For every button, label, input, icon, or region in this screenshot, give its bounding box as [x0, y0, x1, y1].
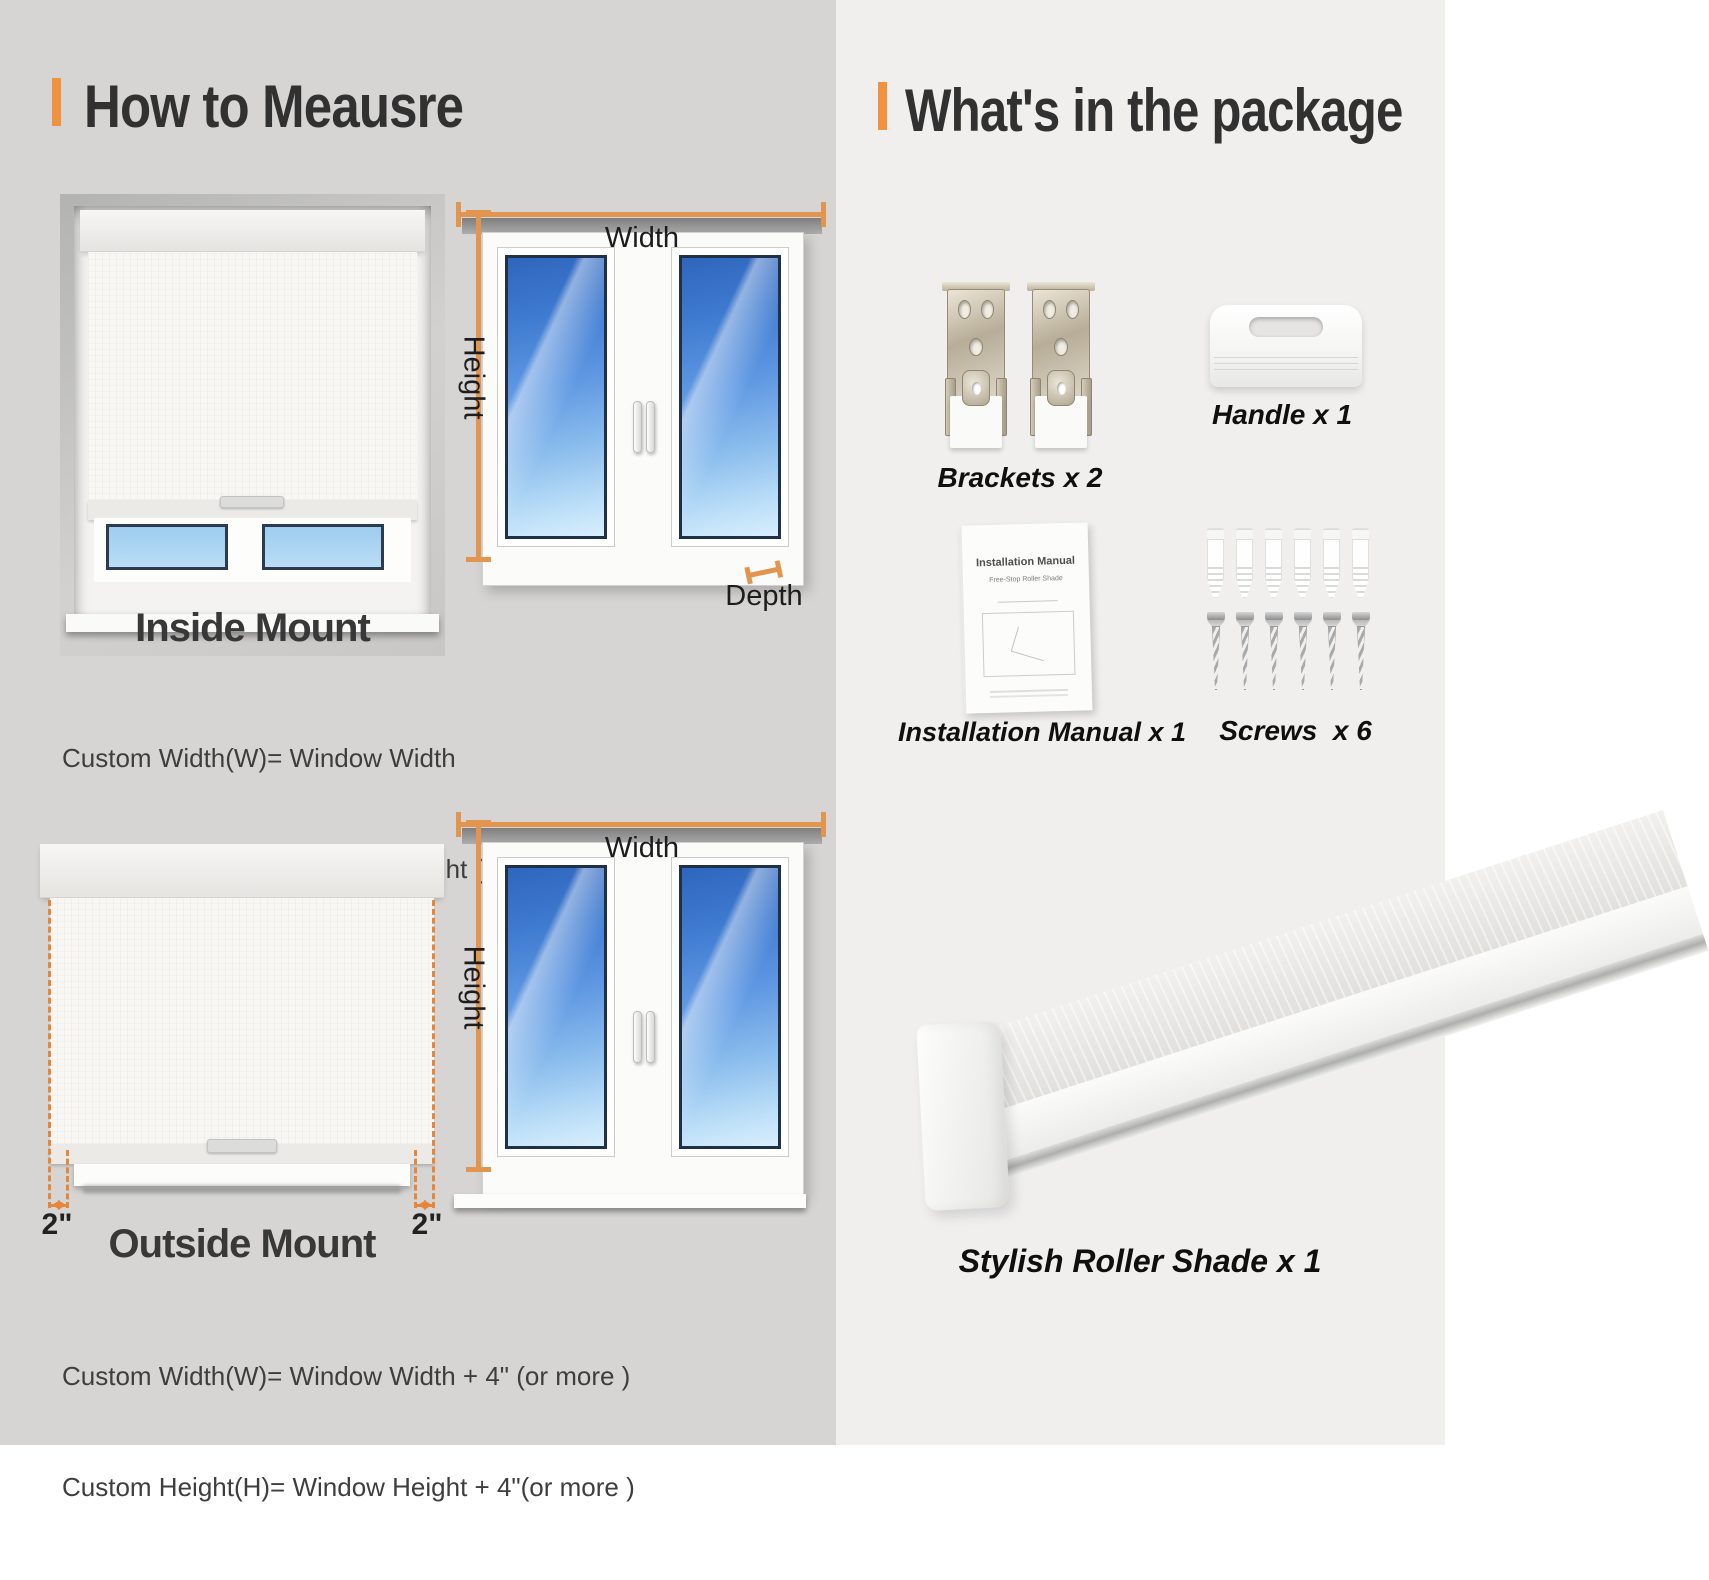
brackets-label: Brackets x 2 — [937, 462, 1103, 493]
screw — [1323, 612, 1341, 692]
height-label: Height — [457, 945, 490, 1030]
window-frame — [482, 232, 804, 586]
glass — [679, 255, 781, 539]
screw — [1207, 612, 1225, 692]
glass — [505, 865, 607, 1149]
inside-mount-label: Inside Mount — [135, 606, 370, 650]
depth-label: Depth — [725, 580, 803, 612]
measure-cap — [466, 210, 491, 215]
offset-label-left: 2" — [41, 1208, 73, 1241]
outside-mount-label: Outside Mount — [108, 1222, 376, 1266]
cassette-end-cap — [916, 1021, 1010, 1211]
offset-arrow-left — [50, 1204, 68, 1207]
window-pane — [671, 247, 789, 547]
width-measure-line — [458, 212, 826, 217]
instruction-line: Custom Height(H)= Window Height + 4"(or more ) — [62, 1472, 635, 1502]
handle-slot — [1249, 317, 1323, 337]
package-title: What's in the package — [905, 77, 1403, 144]
handle-label: Handle x 1 — [1211, 399, 1353, 430]
outside-mount-instructions — [62, 1284, 635, 1580]
width-label: Width — [604, 222, 680, 254]
screw — [1265, 612, 1283, 692]
width-label: Width — [604, 832, 680, 864]
how-to-measure-title: How to Meausre — [84, 73, 464, 140]
screws-label: Screws x 6 — [1219, 715, 1372, 746]
manual-cover-title: Installation Manual — [975, 554, 1076, 570]
screw — [1294, 612, 1312, 692]
shade-label: Stylish Roller Shade x 1 — [958, 1243, 1322, 1279]
manual-label: Installation Manual x 1 — [898, 717, 1187, 747]
handle-item — [1210, 305, 1362, 387]
height-label: Height — [457, 335, 490, 420]
shade-cassette-bar — [940, 810, 1709, 1186]
offset-arrow-right — [416, 1204, 434, 1207]
title-accent-bar-left — [52, 78, 61, 126]
window-handle — [633, 1011, 642, 1063]
window-handle — [633, 401, 642, 453]
width-measure-line — [458, 822, 826, 827]
window-sill — [74, 1164, 410, 1186]
shade-pull-handle — [207, 1139, 277, 1153]
window-pane — [497, 247, 615, 547]
outside-mount-illustration — [36, 816, 448, 1246]
inside-mount-illustration — [60, 194, 445, 656]
shade-edge-dash-right — [432, 900, 435, 1208]
screw — [1236, 612, 1254, 692]
instruction-line: Custom Width(W)= Window Width + 4" (or more ) — [62, 1361, 631, 1391]
window-pane — [106, 524, 228, 570]
window-frame — [482, 842, 804, 1196]
window-pane — [262, 524, 384, 570]
window-sill — [454, 1194, 806, 1208]
title-accent-bar-right — [878, 82, 887, 130]
inside-measure-diagram — [452, 196, 832, 616]
window-pane — [671, 857, 789, 1157]
instruction-line: Custom Width(W)= Window Width — [62, 743, 456, 773]
shade-bottom-bar — [50, 1144, 434, 1164]
shade-edge-dash-left — [48, 900, 51, 1208]
glass — [679, 865, 781, 1149]
measure-cap — [466, 820, 491, 825]
measure-cap — [466, 557, 491, 562]
offset-label-right: 2" — [411, 1208, 443, 1241]
outside-measure-diagram — [452, 806, 832, 1226]
shade-fabric — [88, 252, 417, 500]
shade-bottom-bar — [88, 500, 417, 520]
measure-cap — [466, 1167, 491, 1172]
screw — [1352, 612, 1370, 692]
window-handle — [646, 1011, 655, 1063]
manual-cover-diagram — [982, 611, 1076, 677]
mounting-bracket — [945, 282, 1007, 454]
window-frame — [94, 518, 411, 582]
installation-manual-item — [960, 522, 1093, 713]
mounting-bracket — [1030, 282, 1092, 454]
shade-pull-handle — [220, 496, 284, 508]
glass — [505, 255, 607, 539]
manual-cover-subtitle: Free-Stop Roller Shade — [989, 575, 1063, 584]
roller-shade-photo — [845, 855, 1445, 1245]
window-handle — [646, 401, 655, 453]
window-pane — [497, 857, 615, 1157]
shade-fabric — [50, 898, 434, 1144]
roller-cassette — [40, 844, 444, 898]
sill-shadow — [82, 1186, 402, 1193]
roller-cassette — [80, 210, 425, 252]
